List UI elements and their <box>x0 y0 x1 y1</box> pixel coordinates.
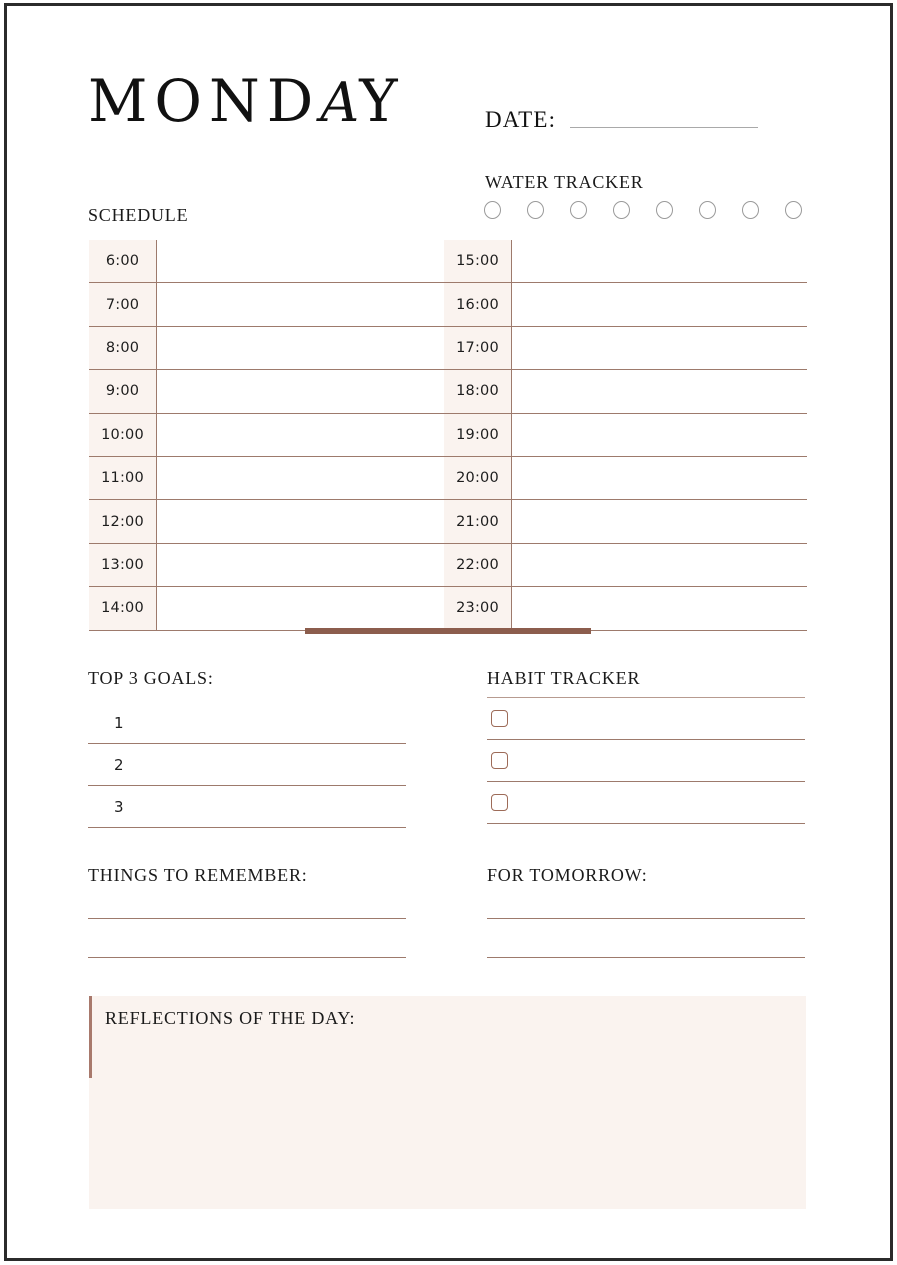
reflections-input[interactable] <box>105 1040 796 1201</box>
schedule-entry-input[interactable] <box>157 414 444 456</box>
checkbox-icon[interactable] <box>491 794 508 811</box>
page-title-tail: Y <box>359 67 405 135</box>
schedule-row <box>89 544 444 587</box>
schedule-time-label: 18:00 <box>444 370 512 412</box>
date-label: DATE: <box>485 107 557 132</box>
schedule-row <box>89 587 444 630</box>
remember-input[interactable] <box>88 919 406 958</box>
list-item[interactable] <box>88 744 406 786</box>
schedule-time-label: 10:00 <box>89 414 157 456</box>
water-circle-icon[interactable] <box>527 201 544 219</box>
things-to-remember-title: THINGS TO REMEMBER: <box>88 865 308 885</box>
water-circle-icon[interactable] <box>484 201 501 219</box>
list-item[interactable] <box>88 702 406 744</box>
schedule-row <box>89 240 444 283</box>
schedule-time-label: 14:00 <box>89 587 157 629</box>
schedule-entry-input[interactable] <box>512 240 807 282</box>
schedule-time-label: 19:00 <box>444 414 512 456</box>
reflections-box <box>89 996 806 1209</box>
date-input[interactable] <box>570 127 758 128</box>
schedule-row <box>89 327 444 370</box>
checkbox-icon[interactable] <box>491 752 508 769</box>
goal-number: 1 <box>114 713 124 732</box>
decorative-accent-bar <box>305 628 591 634</box>
schedule-row <box>89 500 444 543</box>
schedule-row <box>89 283 444 326</box>
schedule-time-label: 6:00 <box>89 240 157 282</box>
checkbox-icon[interactable] <box>491 710 508 727</box>
schedule-entry-input[interactable] <box>157 283 444 325</box>
schedule-entry-input[interactable] <box>512 544 807 586</box>
water-circle-icon[interactable] <box>656 201 673 219</box>
schedule-time-label: 23:00 <box>444 587 512 629</box>
schedule-table <box>89 240 807 631</box>
schedule-entry-input[interactable] <box>512 370 807 412</box>
schedule-row <box>444 500 807 543</box>
schedule-entry-input[interactable] <box>157 327 444 369</box>
schedule-time-label: 9:00 <box>89 370 157 412</box>
for-tomorrow-lines <box>487 880 805 958</box>
list-item[interactable] <box>487 698 805 740</box>
schedule-entry-input[interactable] <box>512 327 807 369</box>
reflections-accent-bar <box>89 996 92 1078</box>
schedule-row <box>444 457 807 500</box>
schedule-entry-input[interactable] <box>157 500 444 542</box>
schedule-entry-input[interactable] <box>157 240 444 282</box>
schedule-time-label: 20:00 <box>444 457 512 499</box>
schedule-time-label: 7:00 <box>89 283 157 325</box>
schedule-entry-input[interactable] <box>157 544 444 586</box>
date-field-group <box>485 108 758 131</box>
water-tracker-title: WATER TRACKER <box>485 172 644 192</box>
goals-list <box>88 702 406 828</box>
reflections-title: REFLECTIONS OF THE DAY: <box>105 1008 356 1028</box>
schedule-entry-input[interactable] <box>157 457 444 499</box>
schedule-entry-input[interactable] <box>157 587 444 629</box>
schedule-row <box>444 327 807 370</box>
schedule-row <box>444 283 807 326</box>
schedule-entry-input[interactable] <box>512 457 807 499</box>
schedule-title: SCHEDULE <box>88 205 189 225</box>
list-item[interactable] <box>487 782 805 824</box>
schedule-entry-input[interactable] <box>512 587 807 629</box>
goal-number: 3 <box>114 797 124 816</box>
schedule-time-label: 15:00 <box>444 240 512 282</box>
habit-tracker-list <box>487 697 805 824</box>
remember-input[interactable] <box>88 880 406 919</box>
habit-tracker-title: HABIT TRACKER <box>487 668 641 688</box>
schedule-time-label: 22:00 <box>444 544 512 586</box>
page-title-main: MOND <box>88 67 321 135</box>
tomorrow-input[interactable] <box>487 919 805 958</box>
water-circle-icon[interactable] <box>785 201 802 219</box>
schedule-row <box>444 587 807 630</box>
water-circle-icon[interactable] <box>699 201 716 219</box>
goal-number: 2 <box>114 755 124 774</box>
water-tracker-circles <box>484 201 802 219</box>
schedule-row <box>89 370 444 413</box>
schedule-time-label: 8:00 <box>89 327 157 369</box>
things-to-remember-lines <box>88 880 406 958</box>
water-circle-icon[interactable] <box>613 201 630 219</box>
list-item[interactable] <box>487 740 805 782</box>
schedule-row <box>444 544 807 587</box>
schedule-row <box>444 370 807 413</box>
schedule-row <box>444 414 807 457</box>
for-tomorrow-title: FOR TOMORROW: <box>487 865 648 885</box>
schedule-entry-input[interactable] <box>512 414 807 456</box>
schedule-time-label: 16:00 <box>444 283 512 325</box>
list-item[interactable] <box>88 786 406 828</box>
schedule-time-label: 17:00 <box>444 327 512 369</box>
page-title-swash-a: A <box>320 71 360 134</box>
schedule-time-label: 12:00 <box>89 500 157 542</box>
goals-title: TOP 3 GOALS: <box>88 668 214 688</box>
schedule-entry-input[interactable] <box>512 500 807 542</box>
schedule-row <box>89 414 444 457</box>
schedule-time-label: 21:00 <box>444 500 512 542</box>
schedule-row <box>89 457 444 500</box>
schedule-time-label: 13:00 <box>89 544 157 586</box>
tomorrow-input[interactable] <box>487 880 805 919</box>
schedule-column-afternoon <box>444 240 807 631</box>
schedule-column-morning <box>89 240 444 631</box>
schedule-row <box>444 240 807 283</box>
page-title <box>88 67 405 135</box>
water-circle-icon[interactable] <box>742 201 759 219</box>
water-circle-icon[interactable] <box>570 201 587 219</box>
schedule-time-label: 11:00 <box>89 457 157 499</box>
schedule-entry-input[interactable] <box>512 283 807 325</box>
schedule-entry-input[interactable] <box>157 370 444 412</box>
